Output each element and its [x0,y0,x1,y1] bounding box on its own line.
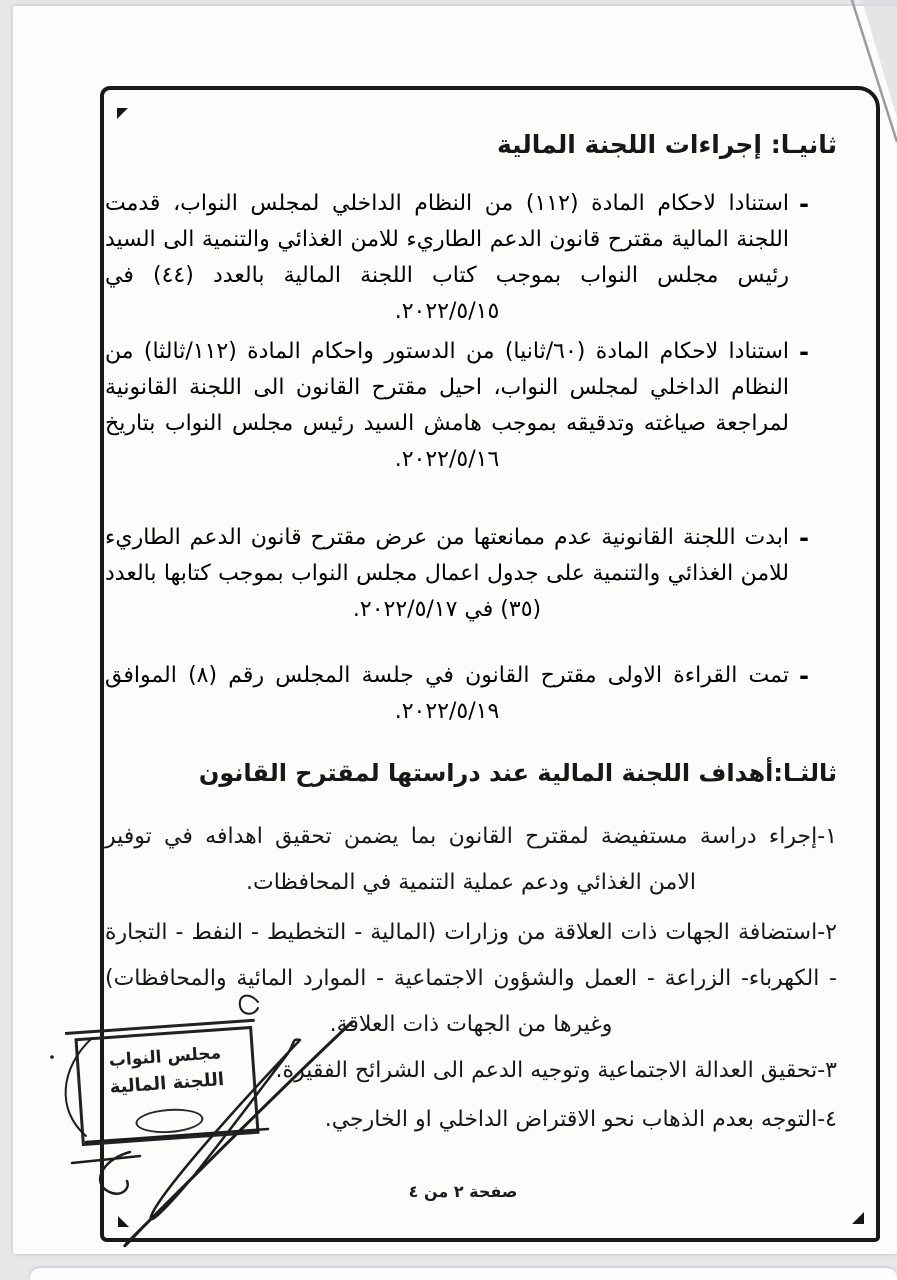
bullet-text: تمت القراءة الاولى مقترح القانون في جلسة المجلس رقم (٨) الموافق ٢٠٢٢/٥/١٩. [105,663,789,724]
corner-mark-icon [118,1216,129,1227]
bullet-text: استنادا لاحكام المادة (٦٠/ثانيا) من الدستور واحكام المادة (١١٢/ثالثا) من النظام الداخلي لمجلس النواب، احيل مقترح القانون الى اللجنة القانونية لمراجعة صياغته وتدقيقه بموجب هامش السيد رئيس مجلس النواب بتاريخ ٢٠٢٢/٥/١٦. [105,339,789,472]
section-three-heading: ثالثـا:أهداف اللجنة المالية عند دراستها لمقترح القانون [198,759,837,787]
stamp-committee-name: اللجنة المالية [108,1069,225,1098]
numbered-item: ٤-التوجه بعدم الذهاب نحو الاقتراض الداخلي او الخارجي. [324,1107,837,1132]
bullet-dash: - [799,524,809,552]
numbered-item: ٢-استضافة الجهات ذات العلاقة من وزارات (المالية - التخطيط - النفط - التجارة - الكهرباء- الزراعة - العمل والشؤون الاجتماعية - الموارد المائية والمحافظات) وغيرها من الجهات ذات العلاقة. [105,920,837,1037]
page-number: صفحة ٢ من ٤ [408,1182,518,1201]
numbered-item: ١-إجراء دراسة مستفيضة لمقترح القانون بما يضمن تحقيق اهدافه في توفير الامن الغذائي ودعم عملية التنمية في المحافظات. [105,824,837,895]
bullet-text: ابدت اللجنة القانونية عدم ممانعتها من عرض مقترح قانون الدعم الطاريء للامن الغذائي والتنمية على جدول اعمال مجلس النواب بموجب كتابها بالعدد (٣٥) في ٢٠٢٢/٥/١٧. [105,525,789,622]
bullet-dash: - [799,338,809,366]
bullet-text: استنادا لاحكام المادة (١١٢) من النظام الداخلي لمجلس النواب، قدمت اللجنة المالية مقترح قانون الدعم الطاريء للامن الغذائي والتنمية الى السيد رئيس مجلس النواب بموجب كتاب اللجنة المالية بالعدد (٤٤) في ٢٠٢٢/٥/١٥. [105,191,789,324]
list-item [105,520,815,628]
stamp-council-name: مجلس النواب [108,1043,222,1071]
numbered-item: ٣-تحقيق العدالة الاجتماعية وتوجيه الدعم الى الشرائح الفقيرة. [275,1058,837,1083]
corner-mark-icon [852,1212,864,1224]
next-page-edge [30,1268,897,1280]
committee-stamp [74,1026,259,1146]
list-item [105,334,815,478]
corner-mark-icon [117,108,128,119]
stamp-oval [135,1107,205,1136]
list-item [105,186,815,330]
bullet-dash: - [799,662,809,690]
list-item [105,658,815,730]
bullet-dash: - [799,190,809,218]
section-two-heading: ثانيـا: إجراءات اللجنة المالية [497,130,837,159]
